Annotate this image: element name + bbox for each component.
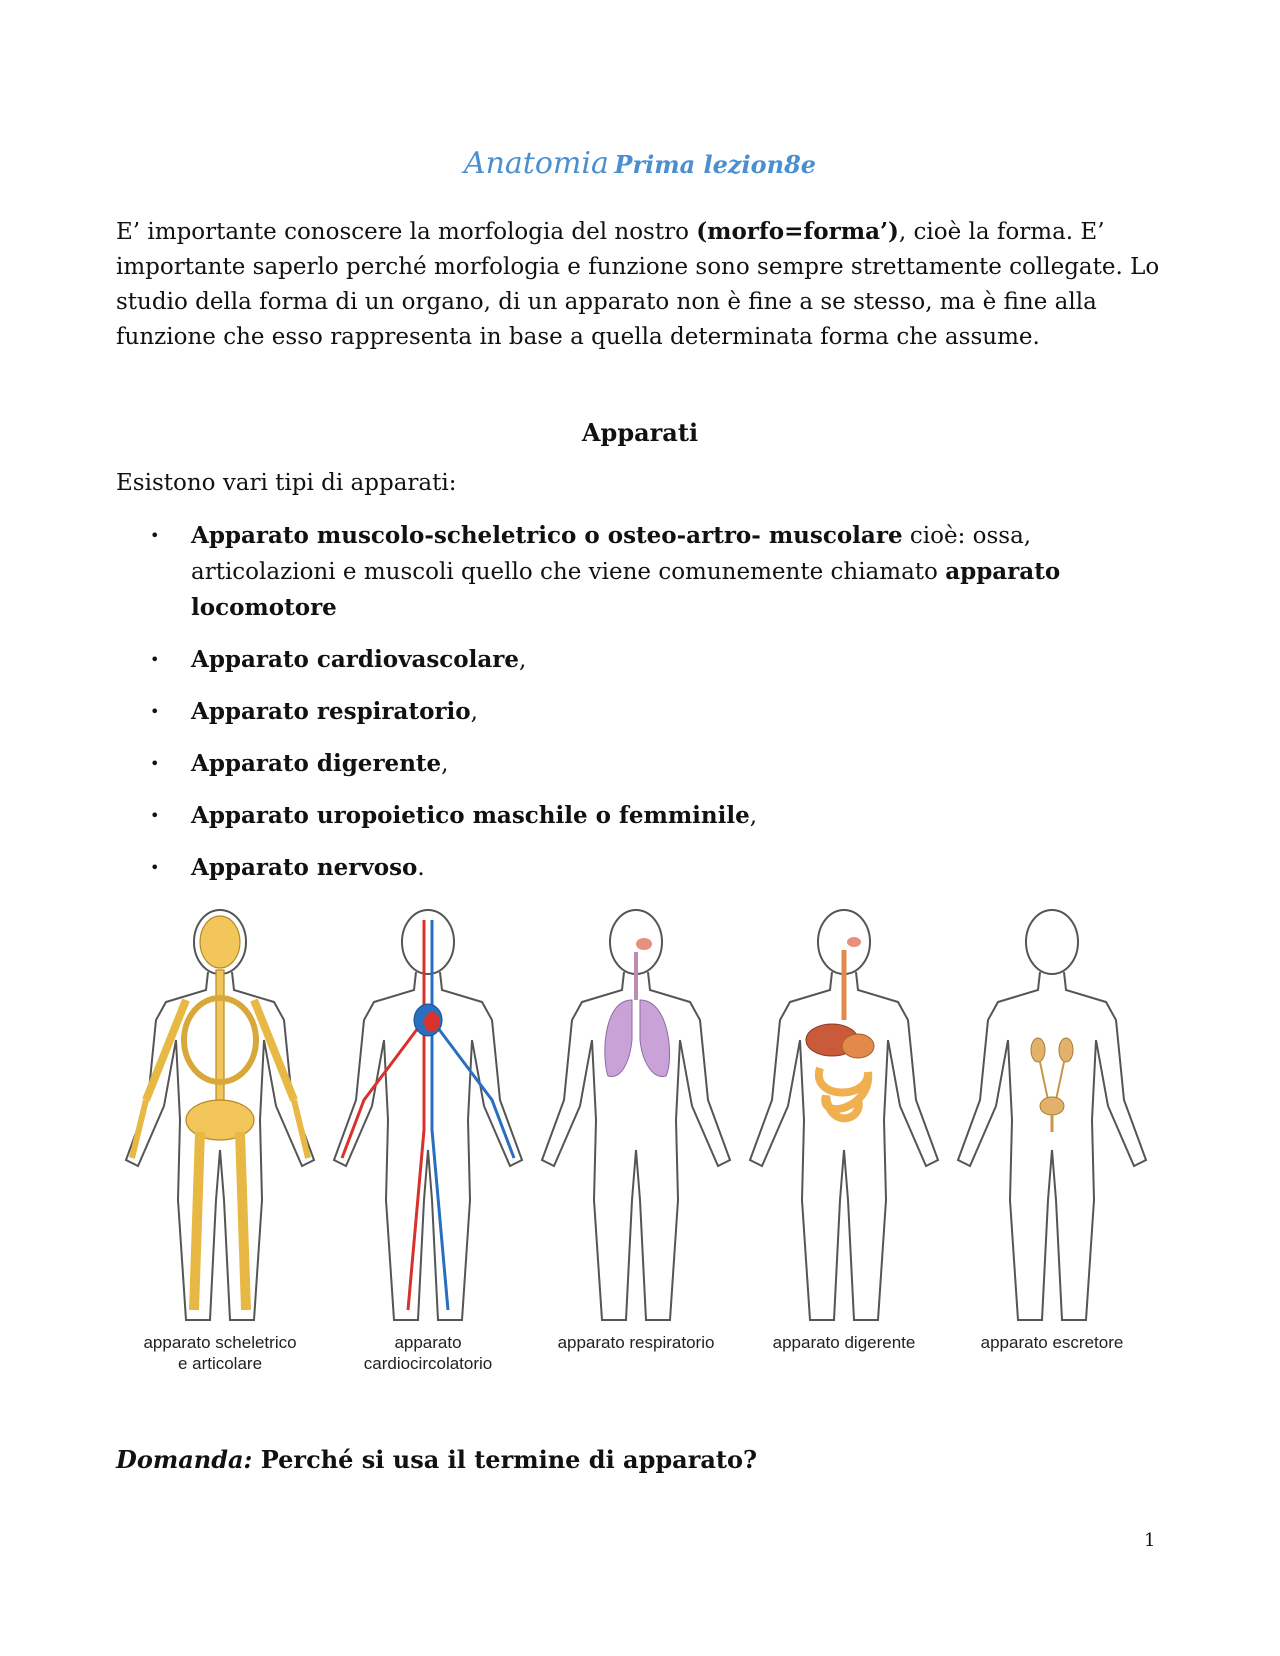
excretory-illustration — [948, 900, 1156, 1330]
anatomy-figure — [116, 900, 1156, 1390]
list-item — [116, 642, 1116, 678]
figure-caption — [324, 1332, 532, 1374]
title-sub: Prima lezion8e — [614, 150, 817, 179]
figure-caption — [948, 1332, 1156, 1353]
figure-skeletal — [116, 900, 324, 1390]
bullet: • — [150, 526, 160, 545]
bullet: • — [150, 754, 160, 773]
list-item — [116, 850, 1116, 886]
list-item-bold: Apparato muscolo-scheletrico o osteo-artro- muscolare — [191, 522, 903, 549]
list-item-text: cioè: ossa, articolazioni e muscoli quello che viene comunemente chiamato — [191, 523, 1032, 585]
figure-digestive — [740, 900, 948, 1390]
figure-excretory — [948, 900, 1156, 1390]
list-item-bold: Apparato cardiovascolare — [191, 646, 520, 673]
respiratory-illustration — [532, 900, 740, 1330]
document-title — [0, 146, 1280, 181]
bullet: • — [150, 858, 160, 877]
circulatory-illustration — [324, 900, 532, 1330]
intro-paragraph — [116, 214, 1166, 355]
list-item-text: . — [417, 855, 425, 881]
bullet: • — [150, 650, 160, 669]
caption-line: e articolare — [177, 1354, 263, 1373]
list-item-bold: Apparato digerente — [191, 750, 442, 777]
list-item — [116, 694, 1116, 730]
figure-respiratory — [532, 900, 740, 1390]
question-label: Domanda: — [116, 1445, 253, 1474]
skeleton-illustration — [116, 900, 324, 1330]
list-item-text: , — [441, 751, 449, 777]
list-item-bold: Apparato uropoietico maschile o femminile — [191, 802, 750, 829]
caption-line: apparato digerente — [772, 1333, 916, 1352]
list-item-text: , — [519, 647, 527, 673]
intro-text-1: E’ importante conoscere la morfologia del nostro — [116, 219, 697, 245]
intro-bold: (morfo=forma’) — [696, 218, 899, 245]
figure-caption — [532, 1332, 740, 1353]
list-item-text: , — [749, 803, 758, 829]
list-item — [116, 746, 1116, 782]
title-main: Anatomia — [463, 146, 609, 181]
caption-line: apparato respiratorio — [557, 1333, 715, 1352]
lead-text: Esistono vari tipi di apparati: — [116, 470, 457, 496]
caption-line: apparato — [394, 1333, 462, 1352]
figure-caption — [116, 1332, 324, 1374]
section-heading: Apparati — [581, 418, 699, 447]
bullet: • — [150, 702, 160, 721]
question-text: Perché si usa il termine di apparato? — [252, 1445, 758, 1474]
intro-text-2: , cioè la forma. E’ importante saperlo perché morfologia e funzione sono sempre strettamente collegate. Lo studio della forma di un organo, di un apparato non è fine a se stesso, ma è fine alla funzione che esso rappresenta in base a quella determinata forma che assume. — [116, 219, 1160, 350]
list-item — [116, 798, 1116, 834]
caption-line: apparato scheletrico — [143, 1333, 297, 1352]
bullet: • — [150, 806, 160, 825]
figure-caption — [740, 1332, 948, 1353]
apparati-list — [116, 518, 1116, 902]
digestive-illustration — [740, 900, 948, 1330]
page-number: 1 — [1144, 1530, 1156, 1551]
list-item-text: , — [470, 699, 478, 725]
figure-circulatory — [324, 900, 532, 1390]
list-item-bold: Apparato respiratorio — [191, 698, 471, 725]
list-item-bold-2: apparato locomotore — [191, 558, 1061, 621]
list-item — [116, 518, 1116, 626]
question — [116, 1445, 757, 1474]
list-item-bold: Apparato nervoso — [191, 854, 418, 881]
caption-line: apparato escretore — [980, 1333, 1124, 1352]
caption-line: cardiocircolatorio — [363, 1354, 493, 1373]
